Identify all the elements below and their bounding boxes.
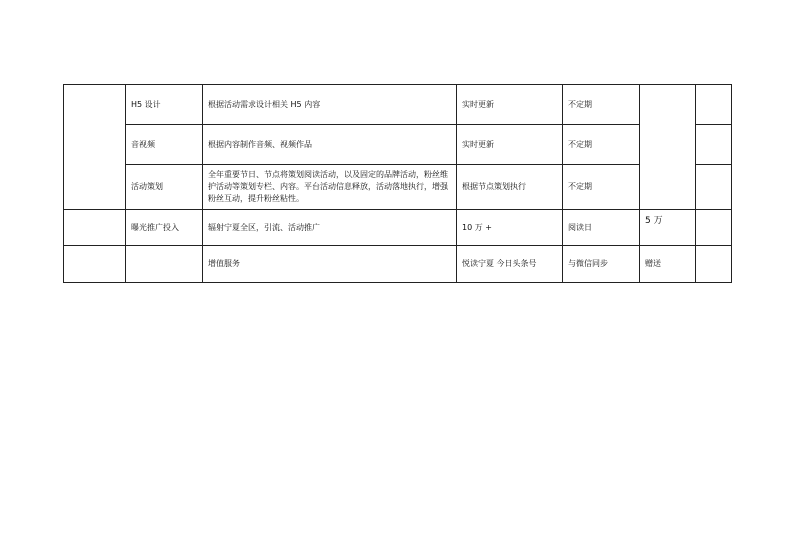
schedule-cell: 阅读日 [563,210,640,246]
category-cell [64,246,126,283]
schedule-cell: 与微信同步 [563,246,640,283]
table-row [64,125,732,165]
note-cell [696,165,732,210]
note-cell [696,85,732,125]
item-cell: 音视频 [126,125,203,165]
category-cell [64,210,126,246]
price-cell: 赠送 [640,246,696,283]
table-row [64,165,732,210]
description-cell: 增值服务 [203,246,457,283]
description-cell: 辐射宁夏全区，引流、活动推广 [203,210,457,246]
frequency-cell: 实时更新 [457,85,563,125]
price-cell [640,85,696,210]
note-cell [696,246,732,283]
frequency-cell: 悦读宁夏 今日头条号 [457,246,563,283]
table-row [64,246,732,283]
schedule-cell: 不定期 [563,165,640,210]
table-row [64,210,732,246]
frequency-cell: 根据节点策划执行 [457,165,563,210]
schedule-cell: 不定期 [563,125,640,165]
schedule-cell: 不定期 [563,85,640,125]
item-cell: H5 设计 [126,85,203,125]
price-cell: 5 万 [640,210,696,246]
table-row [64,85,732,125]
description-cell: 根据活动需求设计相关 H5 内容 [203,85,457,125]
frequency-cell: 实时更新 [457,125,563,165]
description-cell: 根据内容制作音频、视频作品 [203,125,457,165]
description-cell: 全年重要节日、节点将策划阅读活动，以及固定的品牌活动，粉丝维护活动等策划专栏、内容。平台活动信息释放，活动落地执行，增强粉丝互动，提升粉丝粘性。 [203,165,457,210]
item-cell: 曝光推广投入 [126,210,203,246]
item-cell [126,246,203,283]
item-cell: 活动策划 [126,165,203,210]
note-cell [696,210,732,246]
category-cell [64,85,126,210]
service-table [63,84,732,283]
frequency-cell: 10 万 + [457,210,563,246]
note-cell [696,125,732,165]
